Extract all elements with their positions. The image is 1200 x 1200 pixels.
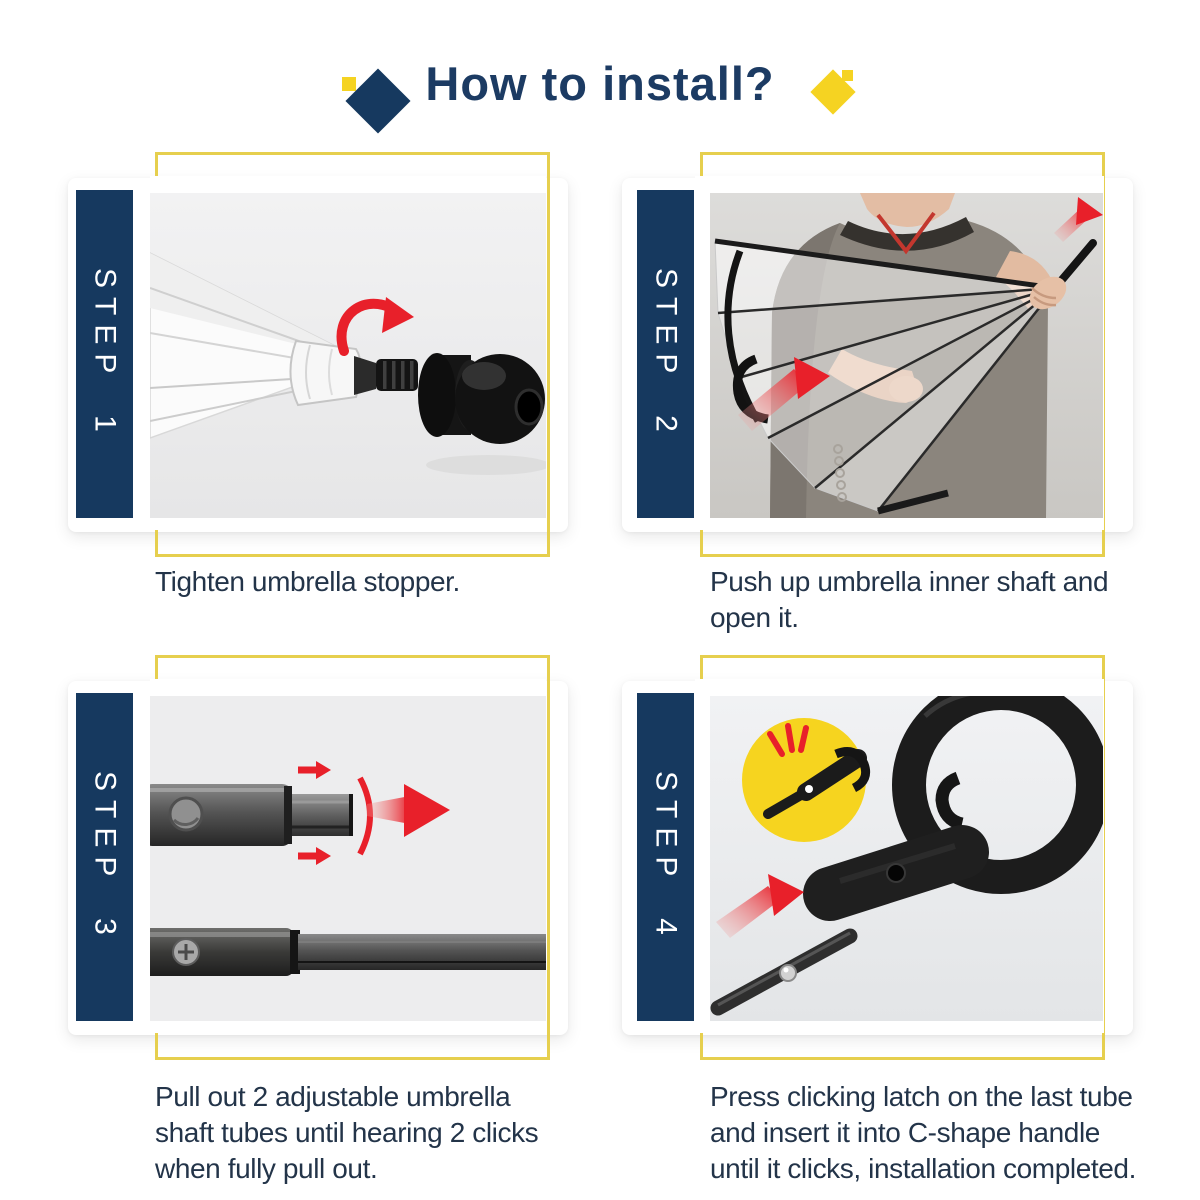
step-1-photo bbox=[150, 193, 546, 518]
yellow-zoom-circle-icon bbox=[742, 718, 866, 842]
step-1-photo-mount bbox=[150, 176, 546, 530]
caption-line: Press clicking latch on the last tube bbox=[710, 1081, 1133, 1112]
step-2-label-bar bbox=[637, 190, 694, 518]
step-4-label: STEP 4 bbox=[649, 770, 683, 944]
step-3-section bbox=[0, 643, 600, 1184]
step-4-caption bbox=[710, 1079, 1136, 1187]
caption-line: Pull out 2 adjustable umbrella bbox=[155, 1081, 511, 1112]
step-2-label: STEP 2 bbox=[649, 267, 683, 441]
lower-shaft-tube bbox=[150, 928, 546, 976]
caption-line: Push up umbrella inner shaft and bbox=[710, 566, 1109, 597]
step-2-caption bbox=[710, 564, 1108, 636]
caption-line: Tighten umbrella stopper. bbox=[155, 566, 460, 597]
screw-thread bbox=[354, 356, 418, 395]
step-2-photo bbox=[710, 193, 1103, 518]
caption-line: when fully pull out. bbox=[155, 1153, 378, 1184]
step-2-section bbox=[600, 140, 1200, 645]
step-4-photo bbox=[710, 696, 1103, 1021]
caption-line: until it clicks, installation completed. bbox=[710, 1153, 1136, 1184]
step-1-label-bar bbox=[76, 190, 133, 518]
step-4-section bbox=[600, 643, 1200, 1184]
step-1-section bbox=[0, 140, 600, 645]
yellow-square-icon bbox=[842, 70, 853, 81]
step-1-caption bbox=[155, 564, 460, 600]
step-3-photo-mount bbox=[150, 679, 546, 1033]
step-2-photo-mount bbox=[695, 176, 1104, 530]
step-4-label-bar bbox=[637, 693, 694, 1021]
step-3-caption bbox=[155, 1079, 538, 1187]
caption-line: open it. bbox=[710, 602, 799, 633]
step-3-label-bar bbox=[76, 693, 133, 1021]
caption-line: and insert it into C-shape handle bbox=[710, 1117, 1100, 1148]
step-3-photo bbox=[150, 696, 546, 1021]
step-3-label: STEP 3 bbox=[88, 770, 122, 944]
page-title: How to install? bbox=[425, 57, 775, 110]
step-4-photo-mount bbox=[695, 679, 1104, 1033]
caption-line: shaft tubes until hearing 2 clicks bbox=[155, 1117, 539, 1148]
step-1-label: STEP 1 bbox=[88, 267, 122, 441]
